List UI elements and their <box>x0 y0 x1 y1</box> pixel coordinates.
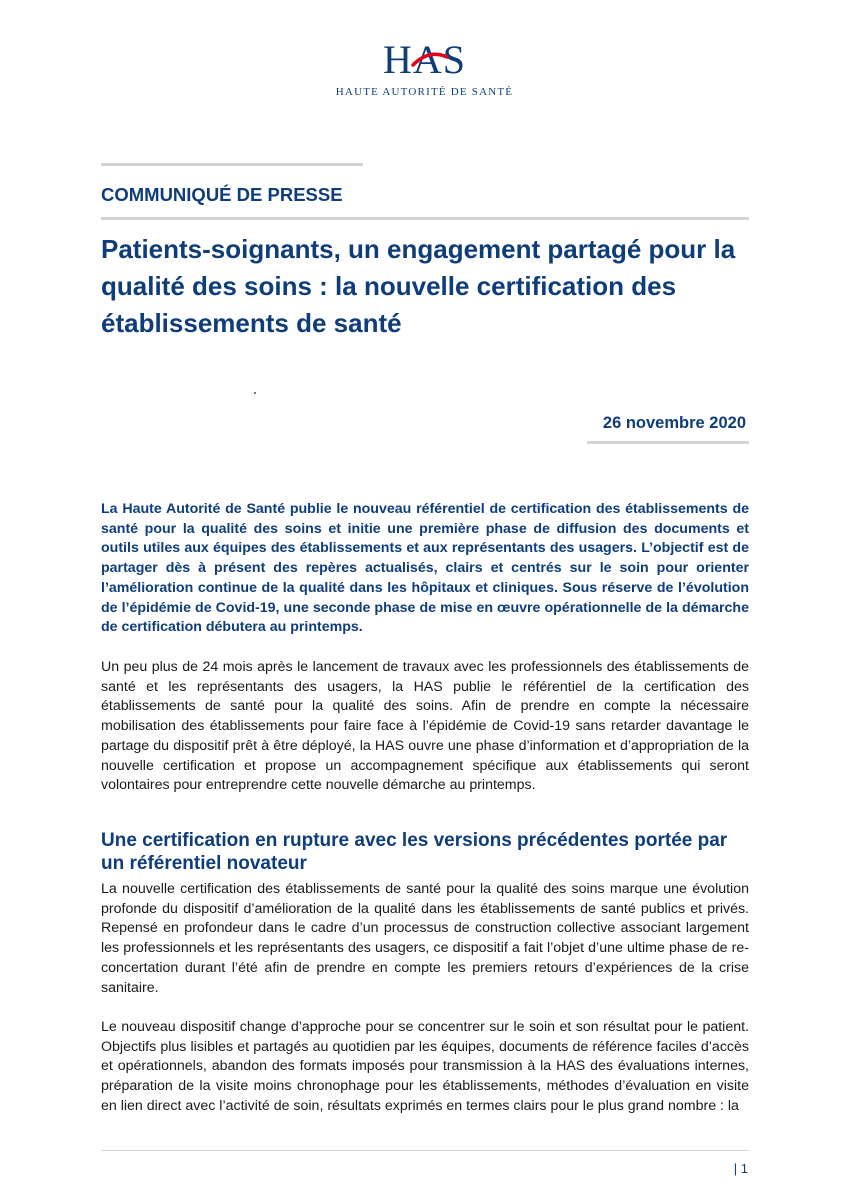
intro-paragraph: La Haute Autorité de Santé publie le nouveau référentiel de certification des établissements de santé pour la qualité des soins et initie une première phase de diffusion des documents et outils utiles aux équipes des établissements et aux représentants des usagers. L’objectif est de partager dès à présent des repères actualisés, clairs et centrés sur le soin pour orienter l’amélioration continue de la qualité dans les hôpitaux et cliniques. Sous réserve de l’évolution de l’épidémie de Covid-19, une seconde phase de mise en œuvre opérationnelle de la démarche de certification débutera au printemps. <box>101 501 749 636</box>
body-paragraph-3: Le nouveau dispositif change d’approche pour se concentrer sur le soin et son résultat pour le patient. Objectifs plus lisibles et partagés au quotidien par les équipes, documents de référence faciles d’accès et opérationnels, abandon des formats imposés pour transmission à la HAS des évaluations internes, préparation de la visite moins chronophage pour les établissements, méthodes d’évaluation en visite en lien direct avec l’activité de soin, résultats exprimés en termes clairs pour le plus grand nombre : la <box>101 1019 749 1114</box>
logo-swoosh-icon <box>411 51 449 69</box>
has-logo <box>0 37 849 98</box>
body-paragraph-2: La nouvelle certification des établissements de santé pour la qualité des soins marque une évolution profonde du dispositif d’amélioration de la qualité dans les établissements de santé publics et privés. Repensé en profondeur dans le cadre d’un processus de construction collective associant largement les professionnels et les représentants des usagers, ce dispositif a fait l’objet d’une ultime phase de re-concertation durant l’été afin de prendre en compte les premiers retours d’expériences de la crise sanitaire. <box>101 881 749 996</box>
logo-subtitle: HAUTE AUTORITÉ DE SANTÉ <box>335 86 514 98</box>
logo-text: HAS <box>382 37 467 82</box>
stray-dot <box>254 392 256 394</box>
title-rule <box>101 217 749 220</box>
press-release-label: COMMUNIQUÉ DE PRESSE <box>101 184 343 205</box>
footer-rule <box>101 1150 749 1151</box>
page-title: Patients-soignants, un engagement partagé pour la qualité des soins : la nouvelle certification des établissements de santé <box>101 234 736 338</box>
logo-mark <box>382 37 467 82</box>
publication-date: 26 novembre 2020 <box>602 414 746 432</box>
section-heading: Une certification en rupture avec les versions précédentes portée par un référentiel novateur <box>101 830 728 874</box>
date-rule <box>587 441 749 444</box>
body-paragraph-1: Un peu plus de 24 mois après le lancement de travaux avec les professionnels des établissements de santé et les représentants des usagers, la HAS publie le référentiel de la certification des établissements de santé pour la qualité des soins. Afin de prendre en compte la nécessaire mobilisation des établissements pour faire face à l’épidémie de Covid-19 sans retarder davantage le partage du dispositif prêt à être déployé, la HAS ouvre une phase d’information et d’appropriation de la nouvelle certification et propose un accompagnement spécifique aux établissements qui seront volontaires pour entreprendre cette nouvelle démarche au printemps. <box>101 659 749 794</box>
page-number: | 1 <box>733 1161 748 1176</box>
top-rule <box>101 163 363 166</box>
